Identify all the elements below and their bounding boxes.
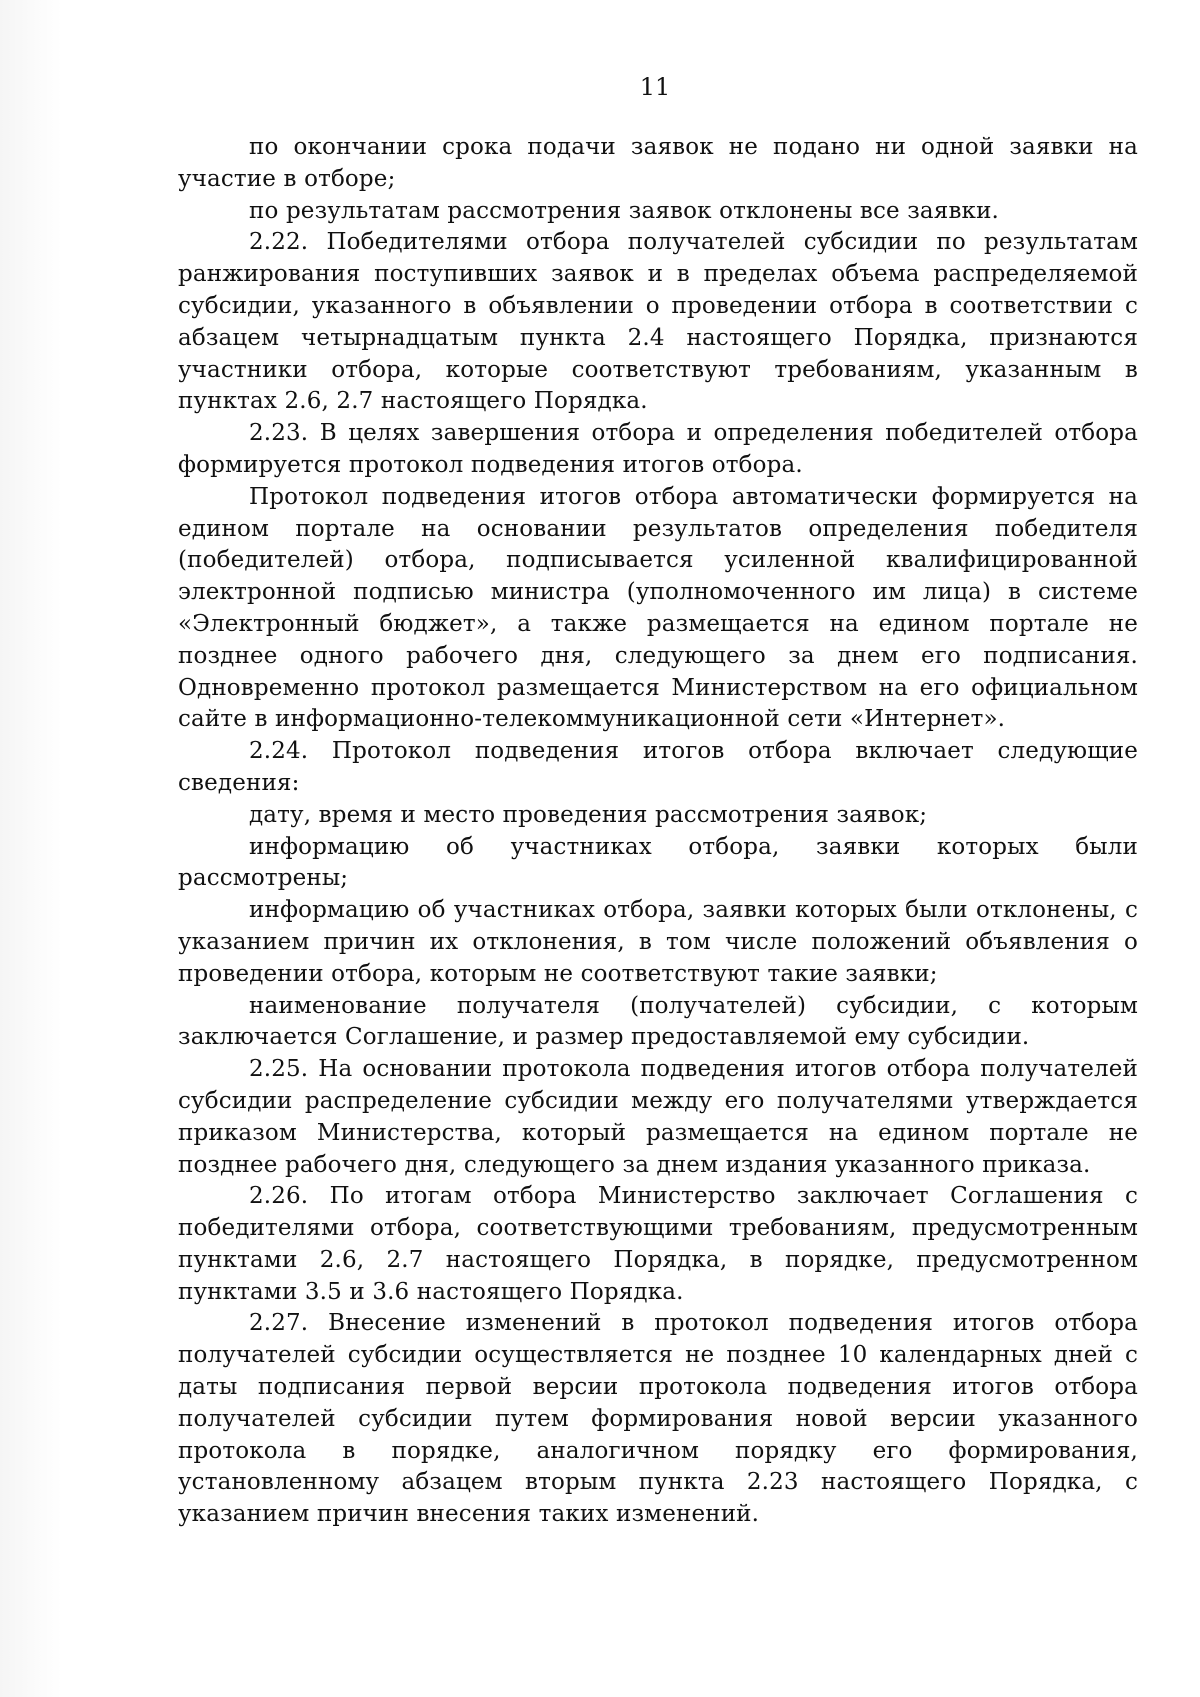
- list-item: дату, время и место проведения рассмотрения заявок;: [249, 801, 928, 828]
- list-item: информацию об участниках отбора, заявки которых были отклонены, с указанием причин их отклонения, в том числе положений объявления о проведении отбора, которым не соответствуют такие заявки;: [178, 897, 1138, 987]
- paragraph-2-22: 2.22. Победителями отбора получателей субсидии по результатам ранжирования поступивших заявок и в пределах объема распределяемой субсидии, указанного в объявлении о проведении отбора в соответствии с абзацем четырнадцатым пункта 2.4 настоящего Порядка, признаются участники отбора, которые соответствуют требованиям, указанным в пунктах 2.6, 2.7 настоящего Порядка.: [178, 229, 1138, 415]
- paragraph-2-23: 2.23. В целях завершения отбора и определения победителей отбора формируется протокол подведения итогов отбора.: [178, 420, 1138, 478]
- scan-edge: [0, 0, 62, 1697]
- document-body: [178, 132, 1138, 1531]
- paragraph: по окончании срока подачи заявок не подано ни одной заявки на участие в отборе;: [178, 134, 1138, 192]
- list-item: наименование получателя (получателей) субсидии, с которым заключается Соглашение, и размер предоставляемой ему субсидии.: [178, 992, 1138, 1051]
- paragraph-2-25: 2.25. На основании протокола подведения итогов отбора получателей субсидии распределение субсидии между его получателями утверждается приказом Министерства, который размещается на едином портале не позднее рабочего дня, следующего за днем издания указанного приказа.: [178, 1056, 1138, 1178]
- paragraph: Протокол подведения итогов отбора автоматически формируется на едином портале на основании результатов определения победителя (победителей) отбора, подписывается усиленной квалифицированной электронной подписью министра (уполномоченного им лица) в системе «Электронный бюджет», а также размещается на едином портале не позднее одного рабочего дня, следующего за днем его подписания. Одновременно протокол размещается Министерством на его официальном сайте в информационно-телекоммуникационной сети «Интернет».: [178, 483, 1138, 733]
- paragraph: по результатам рассмотрения заявок отклонены все заявки.: [249, 197, 1000, 224]
- paragraph-2-27: 2.27. Внесение изменений в протокол подведения итогов отбора получателей субсидии осуществляется не позднее 10 календарных дней с даты подписания первой версии протокола подведения итогов отбора получателей субсидии путем формирования новой версии указанного протокола в порядке, аналогичном порядку его формирования, установленному абзацем вторым пункта 2.23 настоящего Порядка, с указанием причин внесения таких изменений.: [178, 1310, 1138, 1528]
- paragraph-2-26: 2.26. По итогам отбора Министерство заключает Соглашения с победителями отбора, соответствующими требованиям, предусмотренным пунктами 2.6, 2.7 настоящего Порядка, в порядке, предусмотренном пунктами 3.5 и 3.6 настоящего Порядка.: [178, 1183, 1138, 1305]
- paragraph-2-24: 2.24. Протокол подведения итогов отбора включает следующие сведения:: [178, 738, 1138, 796]
- page-number: 11: [639, 73, 671, 101]
- list-item: информацию об участниках отбора, заявки которых были рассмотрены;: [178, 833, 1138, 892]
